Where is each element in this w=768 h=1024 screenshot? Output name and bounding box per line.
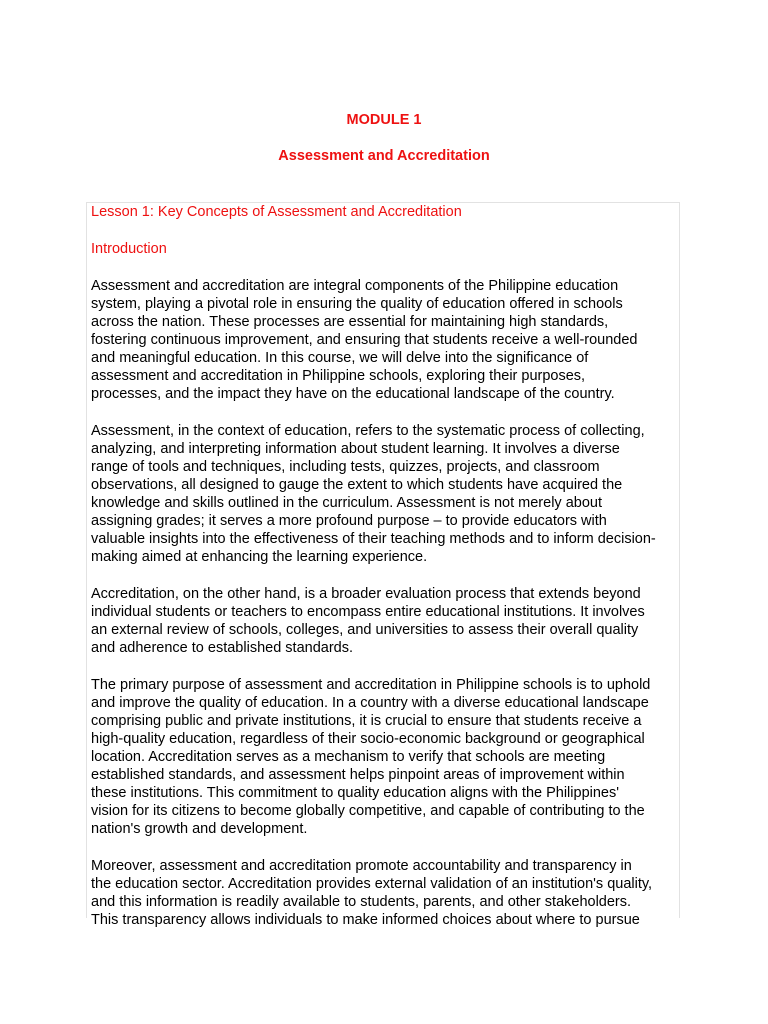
paragraph-line: nation's growth and development. xyxy=(91,821,308,837)
paragraph-line: fostering continuous improvement, and ensuring that students receive a well-rounded xyxy=(91,332,638,348)
paragraph-line: The primary purpose of assessment and accreditation in Philippine schools is to uphold xyxy=(91,677,651,693)
paragraph-line: assessment and accreditation in Philippine schools, exploring their purposes, xyxy=(91,368,586,384)
paragraph-line: observations, all designed to gauge the extent to which students have acquired the xyxy=(91,477,623,493)
section-heading-introduction: Introduction xyxy=(91,241,167,257)
paragraph-line: assigning grades; it serves a more profound purpose – to provide educators with xyxy=(91,513,607,529)
paragraph-line: individual students or teachers to encompass entire educational institutions. It involves xyxy=(91,604,645,620)
paragraph-line: Assessment, in the context of education, refers to the systematic process of collecting, xyxy=(91,423,645,439)
paragraph-line: and meaningful education. In this course, we will delve into the significance of xyxy=(91,350,589,366)
paragraph-line: and improve the quality of education. In a country with a diverse educational landscape xyxy=(91,695,649,711)
paragraph-line: knowledge and skills outlined in the curriculum. Assessment is not merely about xyxy=(91,495,602,511)
body-paragraph xyxy=(91,422,679,566)
paragraph-line: and this information is readily available to students, parents, and other stakeholders. xyxy=(91,894,632,910)
paragraph-line: established standards, and assessment helps pinpoint areas of improvement within xyxy=(91,767,625,783)
paragraph-line: across the nation. These processes are essential for maintaining high standards, xyxy=(91,314,609,330)
lesson-content-box xyxy=(86,202,680,928)
paragraph-line: making aimed at enhancing the learning experience. xyxy=(91,549,428,565)
paragraph-line: range of tools and techniques, including tests, quizzes, projects, and classroom xyxy=(91,459,600,475)
paragraph-line: valuable insights into the effectiveness of their teaching methods and to inform decision- xyxy=(91,531,656,547)
paragraph-line: processes, and the impact they have on the educational landscape of the country. xyxy=(91,386,615,402)
lesson-heading: Lesson 1: Key Concepts of Assessment and Accreditation xyxy=(91,204,462,220)
paragraph-line: the education sector. Accreditation provides external validation of an institution's quality, xyxy=(91,876,653,892)
paragraph-line: Accreditation, on the other hand, is a broader evaluation process that extends beyond xyxy=(91,586,641,602)
paragraph-line: location. Accreditation serves as a mechanism to verify that schools are meeting xyxy=(91,749,606,765)
paragraph-line: This transparency allows individuals to make informed choices about where to pursue xyxy=(91,912,640,928)
paragraph-line: Moreover, assessment and accreditation promote accountability and transparency in xyxy=(91,858,632,874)
paragraph-line: an external review of schools, colleges, and universities to assess their overall quality xyxy=(91,622,639,638)
body-paragraph xyxy=(91,585,679,657)
paragraph-line: system, playing a pivotal role in ensuring the quality of education offered in schools xyxy=(91,296,623,312)
body-paragraph xyxy=(91,857,679,929)
paragraph-line: Assessment and accreditation are integral components of the Philippine education xyxy=(91,278,619,294)
body-paragraph xyxy=(91,277,679,403)
paragraph-line: and adherence to established standards. xyxy=(91,640,353,656)
paragraph-line: comprising public and private institutions, it is crucial to ensure that students receive a xyxy=(91,713,642,729)
paragraph-line: analyzing, and interpreting information about student learning. It involves a diverse xyxy=(91,441,620,457)
paragraph-line: high-quality education, regardless of their socio-economic background or geographical xyxy=(91,731,645,747)
module-title: MODULE 1 xyxy=(346,112,422,128)
paragraph-line: vision for its citizens to become globally competitive, and capable of contributing to the xyxy=(91,803,645,819)
body-paragraph xyxy=(91,676,679,838)
paragraph-line: these institutions. This commitment to quality education aligns with the Philippines' xyxy=(91,785,619,801)
module-subtitle: Assessment and Accreditation xyxy=(278,148,490,164)
lesson-paragraphs xyxy=(91,277,679,929)
